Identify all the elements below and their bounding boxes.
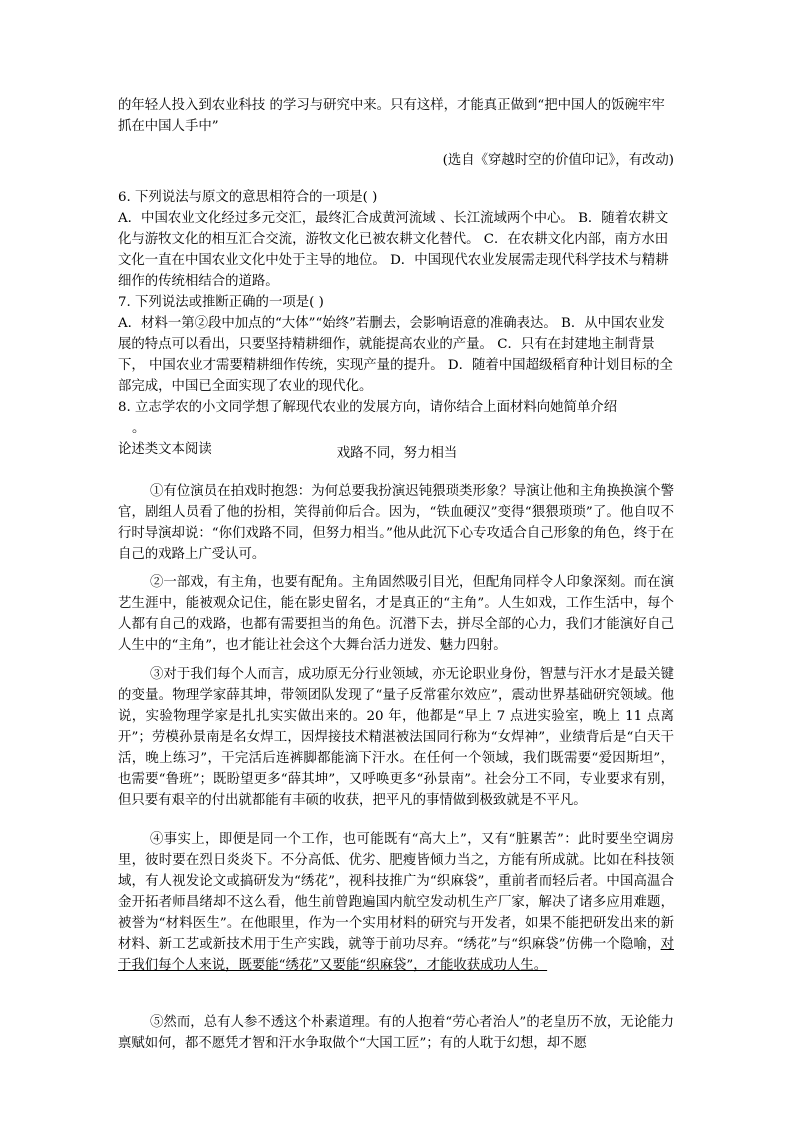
article-paragraph-1: ①有位演员在拍戏时抱怨：为何总要我扮演迟钝猥琐类形象？导演让他和主角换换演个警官，剧组人员看了他的扮相，笑得前仰后合。因为，“铁血硬汉”变得“猥猥琐琐”了。他自叹不行时导演却说：“你们戏路不同，但努力相当。”他从此沉下心专攻适合自己形象的角色，终于在自己的戏路上广受认可。 [118,484,675,562]
question-6-options: A．中国农业文化经过多元交汇，最终汇合成黄河流域 、长江流域两个中心。 B．随着农耕文化与游牧文化的相互汇合交流，游牧文化已被农耕文化替代。 C．在农耕文化内部，南方水田文化一直在中国农业文化中处于主导的地位。 D．中国现代农业发展需走现代科学技术与精耕细作的传统相结合的道路。 [118,211,669,289]
question-7-options: A．材料一第②段中加点的“大体”“始终”若删去，会影响语意的准确表达。 B．从中国农业发展的特点可以看出，只要坚持精耕细作，就能提高农业的产量。 C．只有在封建地主制背景下， 中国农业才需要精耕细作传统，实现产量的提升。 D．随着中国超级稻育种计划目标的全部完成，中国已全面实现了农业的现代化。 [118,316,673,394]
article-paragraph-4-underlined: 对于我们每个人来说，既要能“绣花”又要能“织麻袋”，才能收获成功人生。 [118,937,674,973]
section-heading: 论述类文本阅读 [118,442,212,457]
questions-block [118,187,674,460]
article-paragraph-5: ⑤然而，总有人参不透这个朴素道理。有的人抱着“劳心者治人”的老皇历不放，无论能力禀赋如何，都不愿凭才智和汗水争取做个“大国工匠”；有的人耽于幻想，却不愿 [118,1015,674,1051]
article-title: 戏路不同，努力相当 [336,446,458,461]
article-paragraph-2: ②一部戏，有主角，也要有配角。主角固然吸引目光，但配角同样令人印象深刻。而在演艺生涯中，能被观众记住，能在影史留名，才是真正的“主角”。人生如戏，工作生活中，每个人都有自己的戏路，也都有需要担当的角色。沉潜下去，拼尽全部的心力，我们才能演好自己人生中的“主角”，也才能让社会这个大舞台活力迸发、魅力四射。 [118,575,674,653]
question-8-stem: 8. 立志学农的小文同学想了解现代农业的发展方向，请你结合上面材料向她简单介绍 [118,400,618,415]
question-8-blank: 。 [132,421,146,436]
intro-tail-text: 的年轻人投入到农业科技 的学习与研究中来。只有这样，才能真正做到“把中国人的饭碗牢牢抓在中国人手中” [118,98,665,134]
question-7-stem: 7. 下列说法或推断正确的一项是( ) [118,295,324,310]
article-paragraph-4 [118,829,674,976]
intro-tail-paragraph [118,95,674,137]
question-6-stem: 6. 下列说法与原文的意思相符合的一项是( ) [118,190,378,205]
source-citation: (选自《穿越时空的价值印记》，有改动) [442,153,674,168]
article-paragraph-4-text: ④事实上，即便是同一个工作，也可能既有“高大上”，又有“脏累苦”：此时要坐空调房里，彼时要在烈日炎炎下。不分高低、优劣、肥瘦皆倾力当之，方能有所成就。比如在科技领域，有人视发论文或搞研发为“绣花”，视科技推广为“织麻袋”，重前者而轻后者。中国高温合金开拓者师昌绪却不这么看，他生前曾跑遍国内航空发动机生产厂家，解决了诸多应用难题，被誉为“材料医生”。在他眼里，作为一个实用材料的研究与开发者，如果不能把研发出来的新材料、新工艺或新技术用于生产实践，就等于前功尽弃。“绣花”与“织麻袋”仿佛一个隐喻， [118,832,674,952]
article-paragraph-3: ③对于我们每个人而言，成功原无分行业领域，亦无论职业身份，智慧与汗水才是最关键的变量。物理学家薛其坤，带领团队发现了“量子反常霍尔效应”，震动世界基础研究领域。他说，实验物理学家是扎扎实实做出来的。20 年，他都是“早上 7 点进实验室，晚上 11 点离开”；劳模孙景南是名女焊工，因焊接技术精湛被法国同行称为“女焊神”，业绩背后是“白天干活，晚上练习”，干完活后连裤脚都能滴下汗水。在任何一个领域，我们既需要“爱因斯坦”，也需要“鲁班”；既盼望更多“薛其坤”，又呼唤更多“孙景南”。社会分工不同，专业要求有别，但只要有艰辛的付出就都能有丰硕的收获，把平凡的事情做到极致就是不平凡。 [118,667,674,808]
